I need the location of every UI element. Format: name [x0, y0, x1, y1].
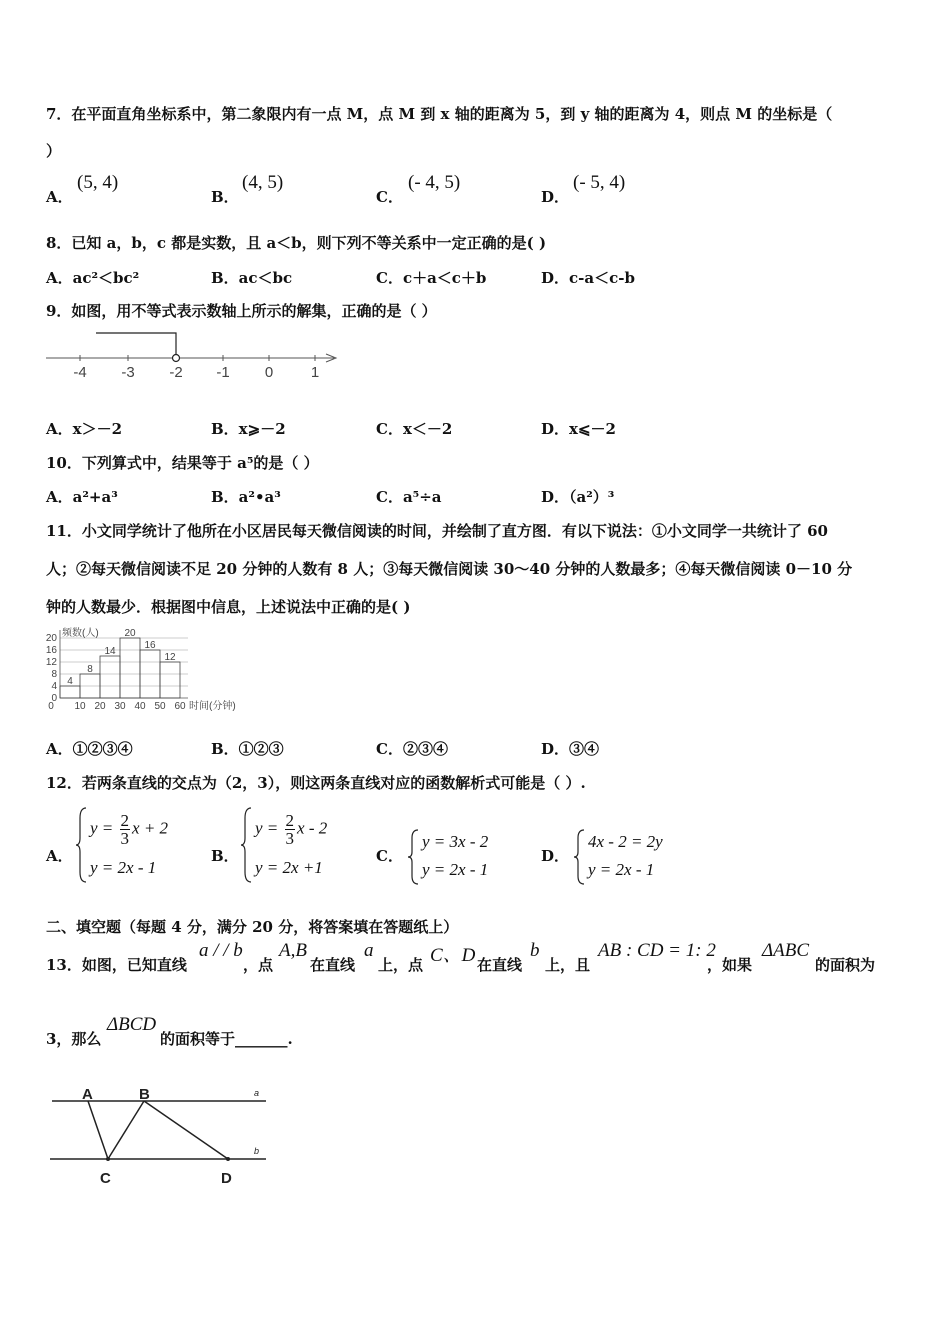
q8-option-c: C．c＋a＜c＋b: [376, 269, 487, 287]
y-tick-label: 8: [51, 669, 57, 680]
label-a: A: [82, 1086, 93, 1103]
q7-option-c-value: (- 4, 5): [408, 172, 461, 193]
q10-stem: 10．下列算式中，结果等于 a⁵的是（ ）: [46, 454, 319, 472]
label-d: D: [221, 1170, 232, 1187]
y-tick-label: 16: [45, 645, 57, 656]
q7-stem-cont: ）: [46, 142, 62, 160]
q9-option-b: B．x⩾－2: [211, 420, 286, 438]
q12-option-b-label: B．: [211, 847, 239, 865]
label-b: B: [139, 1086, 150, 1103]
q13-math: ΔABC: [762, 940, 810, 961]
x-tick-label: 40: [134, 701, 146, 712]
label-line-b: b: [254, 1146, 260, 1156]
q9-option-c: C．x＜－2: [376, 420, 453, 438]
q13-math: AB : CD = 1: 2: [598, 940, 716, 961]
q8-option-b: B．ac＜bc: [211, 269, 293, 287]
q13-math: a: [364, 940, 374, 961]
histogram-bar: [120, 638, 140, 698]
q13-text: ，如果: [707, 956, 753, 974]
q10-option-b: B．a²•a³: [211, 488, 281, 506]
q7-option-b-label: B．: [211, 188, 239, 206]
q13-math: b: [530, 940, 540, 961]
x-tick-label: 10: [74, 701, 86, 712]
equation-row: 4x - 2 = 2y: [588, 832, 663, 851]
point-c: [106, 1157, 110, 1161]
q7-stem: 7．在平面直角坐标系中，第二象限内有一点 M，点 M 到 x 轴的距离为 5，到 y 轴的距离为 4，则点 M 的坐标是（: [46, 105, 833, 123]
q8-option-d: D．c-a＜c-b: [541, 269, 635, 287]
q10-option-d: D．（a²）³: [541, 488, 615, 506]
q13-text: 在直线: [310, 956, 356, 974]
q13-math: C、D: [430, 945, 476, 966]
histogram-chart: [42, 626, 252, 716]
q13-text: 的面积为: [815, 956, 876, 974]
segment-bc: [108, 1101, 144, 1159]
brace-icon: [241, 806, 253, 884]
q13-text: 上，且: [545, 956, 591, 974]
number-line-figure: [44, 330, 344, 382]
q13-text: 13．如图，已知直线: [46, 956, 187, 974]
equation-row: y = 2x - 1: [422, 860, 489, 879]
bar-value-label: 14: [104, 646, 116, 657]
equation-row: y = 2x - 1: [90, 858, 157, 877]
q8-option-a: A．ac²＜bc²: [46, 269, 140, 287]
q11-option-b: B．①②③: [211, 740, 284, 758]
q7-option-a-value: (5, 4): [77, 172, 119, 193]
q13-text: 在直线: [477, 956, 523, 974]
y-axis-label: 频数(人): [62, 628, 99, 639]
q12-option-a-label: A．: [46, 847, 73, 865]
q10-option-c: C．a⁵÷a: [376, 488, 442, 506]
tick-label: -3: [121, 364, 135, 381]
x-tick-label: 50: [154, 701, 166, 712]
solution-ray: [96, 333, 176, 354]
x-tick-label: 20: [94, 701, 106, 712]
q7-option-d-value: (- 5, 4): [573, 172, 626, 193]
q8-stem: 8．已知 a，b，c 都是实数，且 a＜b，则下列不等关系中一定正确的是( ): [46, 234, 547, 252]
q12-option-d-system: [574, 828, 694, 886]
equation-row: y = 2x - 1: [588, 860, 655, 879]
brace-icon: [408, 828, 420, 886]
histogram-bar: [60, 686, 80, 698]
q7-option-a-label: A．: [46, 188, 73, 206]
section-2-title: 二、填空题（每题 4 分，满分 20 分，将答案填在答题纸上）: [46, 918, 459, 936]
label-c: C: [100, 1170, 111, 1187]
q7-option-b-value: (4, 5): [242, 172, 284, 193]
parallel-lines-figure: [44, 1082, 274, 1192]
q12-option-a-system: [76, 806, 196, 884]
brace-icon: [76, 806, 88, 884]
y-tick-label: 4: [51, 681, 57, 692]
q13-answer-blank: 的面积等于_______.: [160, 1030, 293, 1048]
x-tick-label: 60: [174, 701, 186, 712]
q10-option-a: A．a²+a³: [46, 488, 118, 506]
y-tick-label: 20: [45, 633, 57, 644]
q13-text: 3，那么: [46, 1030, 102, 1048]
q11-option-d: D．③④: [541, 740, 600, 758]
q7-option-c-label: C．: [376, 188, 403, 206]
bar-value-label: 8: [87, 664, 93, 675]
equation-row: y = 2x +1: [255, 858, 323, 877]
q13-math: a / / b: [199, 940, 243, 961]
q13-text: 上，点: [378, 956, 424, 974]
bar-value-label: 12: [164, 652, 176, 663]
segment-ac: [88, 1101, 108, 1159]
tick-label: -1: [216, 364, 230, 381]
tick-label: 0: [264, 364, 274, 381]
tick-label: 1: [310, 364, 320, 381]
q13-math: A,B: [279, 940, 307, 961]
q12-option-b-system: [241, 806, 361, 884]
histogram-bar: [160, 662, 180, 698]
q9-stem: 9．如图，用不等式表示数轴上所示的解集，正确的是（ ）: [46, 302, 437, 320]
open-endpoint: [173, 355, 180, 362]
q13-math: ΔBCD: [107, 1014, 157, 1035]
label-line-a: a: [254, 1088, 260, 1098]
q9-option-a: A．x＞－2: [46, 420, 123, 438]
y-tick-label: 0: [51, 693, 57, 704]
q11-option-c: C．②③④: [376, 740, 448, 758]
equation-row: y = $\frac{2}{3}$ x - 2: [255, 811, 328, 848]
q12-stem: 12．若两条直线的交点为（2，3），则这两条直线对应的函数解析式可能是（ ）.: [46, 774, 586, 792]
q11-stem-line3: 钟的人数最少．根据图中信息，上述说法中正确的是( ): [46, 598, 411, 616]
bar-value-label: 4: [67, 676, 73, 687]
point-d: [226, 1157, 230, 1161]
bar-value-label: 16: [144, 640, 156, 651]
equation-row: y = 3x - 2: [422, 832, 489, 851]
brace-icon: [574, 828, 586, 886]
q12-option-c-label: C．: [376, 847, 403, 865]
segment-bd: [144, 1101, 228, 1159]
q12-option-d-label: D．: [541, 847, 570, 865]
x-tick-label: 0: [48, 701, 54, 712]
q7-option-d-label: D．: [541, 188, 570, 206]
q11-stem-line2: 人；②每天微信阅读不足 20 分钟的人数有 8 人；③每天微信阅读 30～40 分钟的人数最多；④每天微信阅读 0－10 分: [46, 560, 853, 578]
x-tick-label: 30: [114, 701, 126, 712]
q12-option-c-system: [408, 828, 518, 886]
q11-option-a: A．①②③④: [46, 740, 133, 758]
y-tick-label: 12: [45, 657, 57, 668]
equation-row: y = $\frac{2}{3}$ x + 2: [90, 811, 169, 848]
tick-label: -2: [169, 364, 183, 381]
q9-option-d: D．x⩽－2: [541, 420, 616, 438]
tick-label: -4: [73, 364, 87, 381]
bar-value-label: 20: [124, 628, 136, 639]
x-axis-label: 时间(分钟): [189, 701, 236, 712]
q13-text: ，点: [243, 956, 274, 974]
q11-stem-line1: 11．小文同学统计了他所在小区居民每天微信阅读的时间，并绘制了直方图．有以下说法：①小文同学一共统计了 60: [46, 522, 828, 540]
